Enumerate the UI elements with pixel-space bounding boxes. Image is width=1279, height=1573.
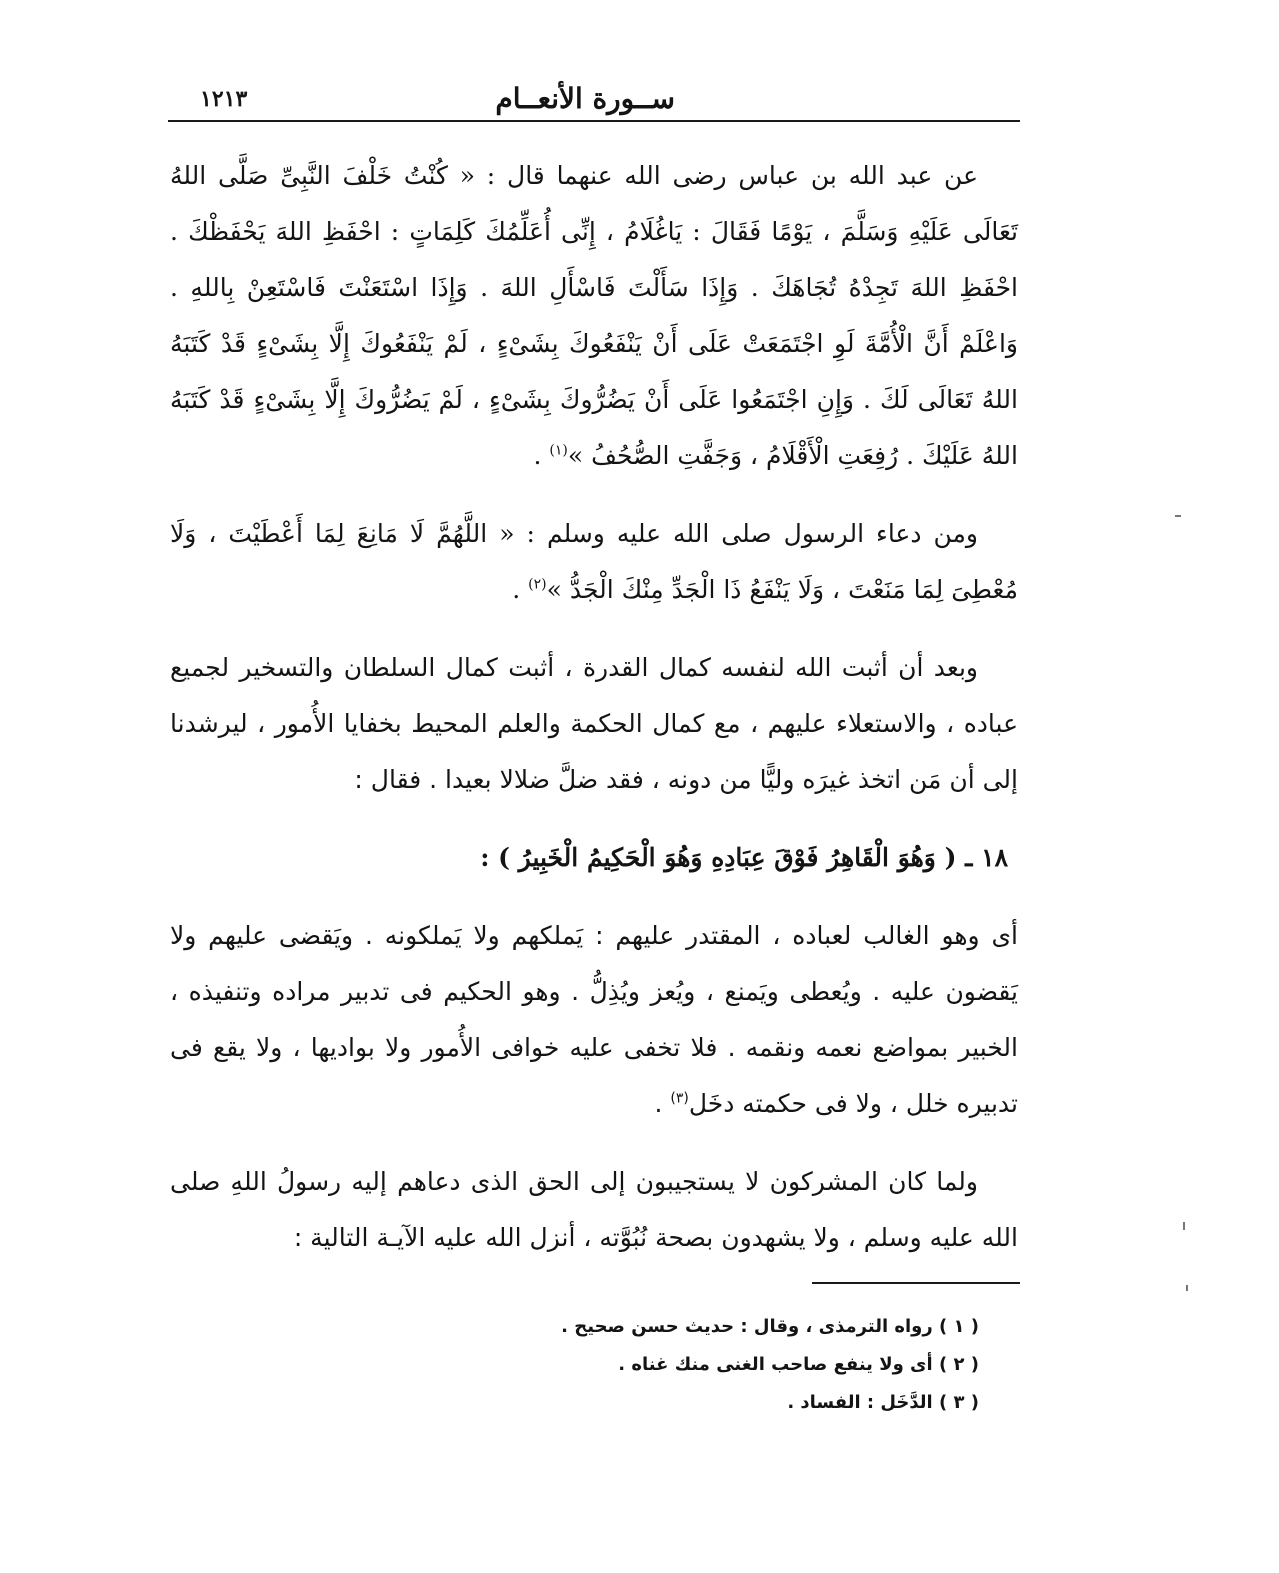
verse-18: ١٨ ـ ( وَهُوَ الْقَاهِرُ فَوْقَ عِبَادِهِ وَهُوَ الْحَكِيمُ الْخَبِيرُ ) : bbox=[480, 843, 1008, 872]
paragraph-verse-explanation bbox=[170, 908, 1018, 1132]
footnote-1: ( ١ ) رواه الترمذى ، وقال : حديث حسن صحيح . bbox=[561, 1316, 979, 1337]
footnote-ref-1: (١) bbox=[549, 442, 568, 459]
paragraph-text: ومن دعاء الرسول صلى الله عليه وسلم : « اللَّهُمَّ لَا مَانِعَ لِمَا أَعْطَيْتَ ، وَلَا مُعْطِىَ لِمَا مَنَعْتَ ، وَلَا يَنْفَعُ ذَا الْجَدِّ مِنْكَ الْجَدُّ » bbox=[170, 519, 1018, 604]
footnotes bbox=[279, 1308, 979, 1422]
page-header bbox=[168, 78, 1020, 122]
scan-speck bbox=[1175, 515, 1181, 517]
footnote-2: ( ٢ ) أى ولا ينفع صاحب الغنى منك غناه . bbox=[618, 1354, 979, 1375]
paragraph-commentary bbox=[170, 640, 1018, 808]
paragraph-dua bbox=[170, 506, 1018, 618]
footnote-divider bbox=[812, 1282, 1020, 1284]
paragraph-end: . bbox=[533, 441, 550, 470]
scan-speck bbox=[1186, 1285, 1188, 1291]
footnote-ref-3: (٣) bbox=[670, 1090, 689, 1107]
paragraph-hadith-ibn-abbas bbox=[170, 148, 1018, 484]
paragraph-text: أى وهو الغالب لعباده ، المقتدر عليهم : يَملكهم ولا يَملكونه . ويَقضى عليهم ولا يَقضون عليه . ويُعطى ويَمنع ، ويُعز ويُذِلُّ . وهو الحكيم فى تدبير مراده وتنفيذه ، الخبير بمواضع نعمه ونقمه . فلا تخفى عليه خوافى الأُمور ولا بواديها ، ولا يقع فى تدبيره خلل ، ولا فى حكمته دخَل bbox=[170, 921, 1018, 1118]
footnote-ref-2: (٢) bbox=[528, 576, 547, 593]
paragraph-end: . bbox=[654, 1089, 671, 1118]
paragraph-text: ولما كان المشركون لا يستجيبون إلى الحق الذى دعاهم إليه رسولُ اللهِ صلى الله عليه وسلم ، ولا يشهدون بصحة نُبُوَّته ، أنزل الله عليه الآيـة التالية : bbox=[170, 1167, 1018, 1252]
paragraph-text: عن عبد الله بن عباس رضى الله عنهما قال : « كُنْتُ خَلْفَ النَّبِىِّ صَلَّى اللهُ تَعَالَى عَلَيْهِ وَسَلَّمَ ، يَوْمًا فَقَالَ : يَاغُلَامُ ، إِنِّى أُعَلِّمُكَ كَلِمَاتٍ : احْفَظِ اللهَ يَحْفَظْكَ . احْفَظِ اللهَ تَجِدْهُ تُجَاهَكَ . وَإِذَا سَأَلْتَ فَاسْأَلِ اللهَ . وَإِذَا اسْتَعَنْتَ فَاسْتَعِنْ بِاللهِ . وَاعْلَمْ أَنَّ الْأُمَّةَ لَوِ اجْتَمَعَتْ عَلَى أَنْ يَنْفَعُوكَ بِشَىْءٍ ، لَمْ يَنْفَعُوكَ إِلَّا بِشَىْءٍ قَدْ كَتَبَهُ اللهُ تَعَالَى لَكَ . وَإِنِ اجْتَمَعُوا عَلَى أَنْ يَضُرُّوكَ بِشَىْءٍ ، لَمْ يَضُرُّوكَ إِلَّا بِشَىْءٍ قَدْ كَتَبَهُ اللهُ عَلَيْكَ . رُفِعَتِ الْأَقْلَامُ ، وَجَفَّتِ الصُّحُفُ » bbox=[170, 161, 1018, 470]
paragraph-transition bbox=[170, 1154, 1018, 1266]
surah-title: ســورة الأنعــام bbox=[495, 82, 675, 115]
paragraph-end: . bbox=[512, 575, 529, 604]
paragraph-text: وبعد أن أثبت الله لنفسه كمال القدرة ، أثبت كمال السلطان والتسخير لجميع عباده ، والاستعلاء عليهم ، مع كمال الحكمة والعلم المحيط بخفايا الأُمور ، ليرشدنا إلى أن مَن اتخذ غيرَه وليًّا من دونه ، فقد ضلَّ ضلالا بعيدا . فقال : bbox=[170, 653, 1018, 794]
footnote-3: ( ٣ ) الدَّخَل : الفساد . bbox=[787, 1392, 979, 1413]
scan-speck bbox=[1183, 1222, 1185, 1230]
page-number: ١٢١٣ bbox=[200, 86, 248, 112]
main-text bbox=[170, 148, 1018, 1288]
